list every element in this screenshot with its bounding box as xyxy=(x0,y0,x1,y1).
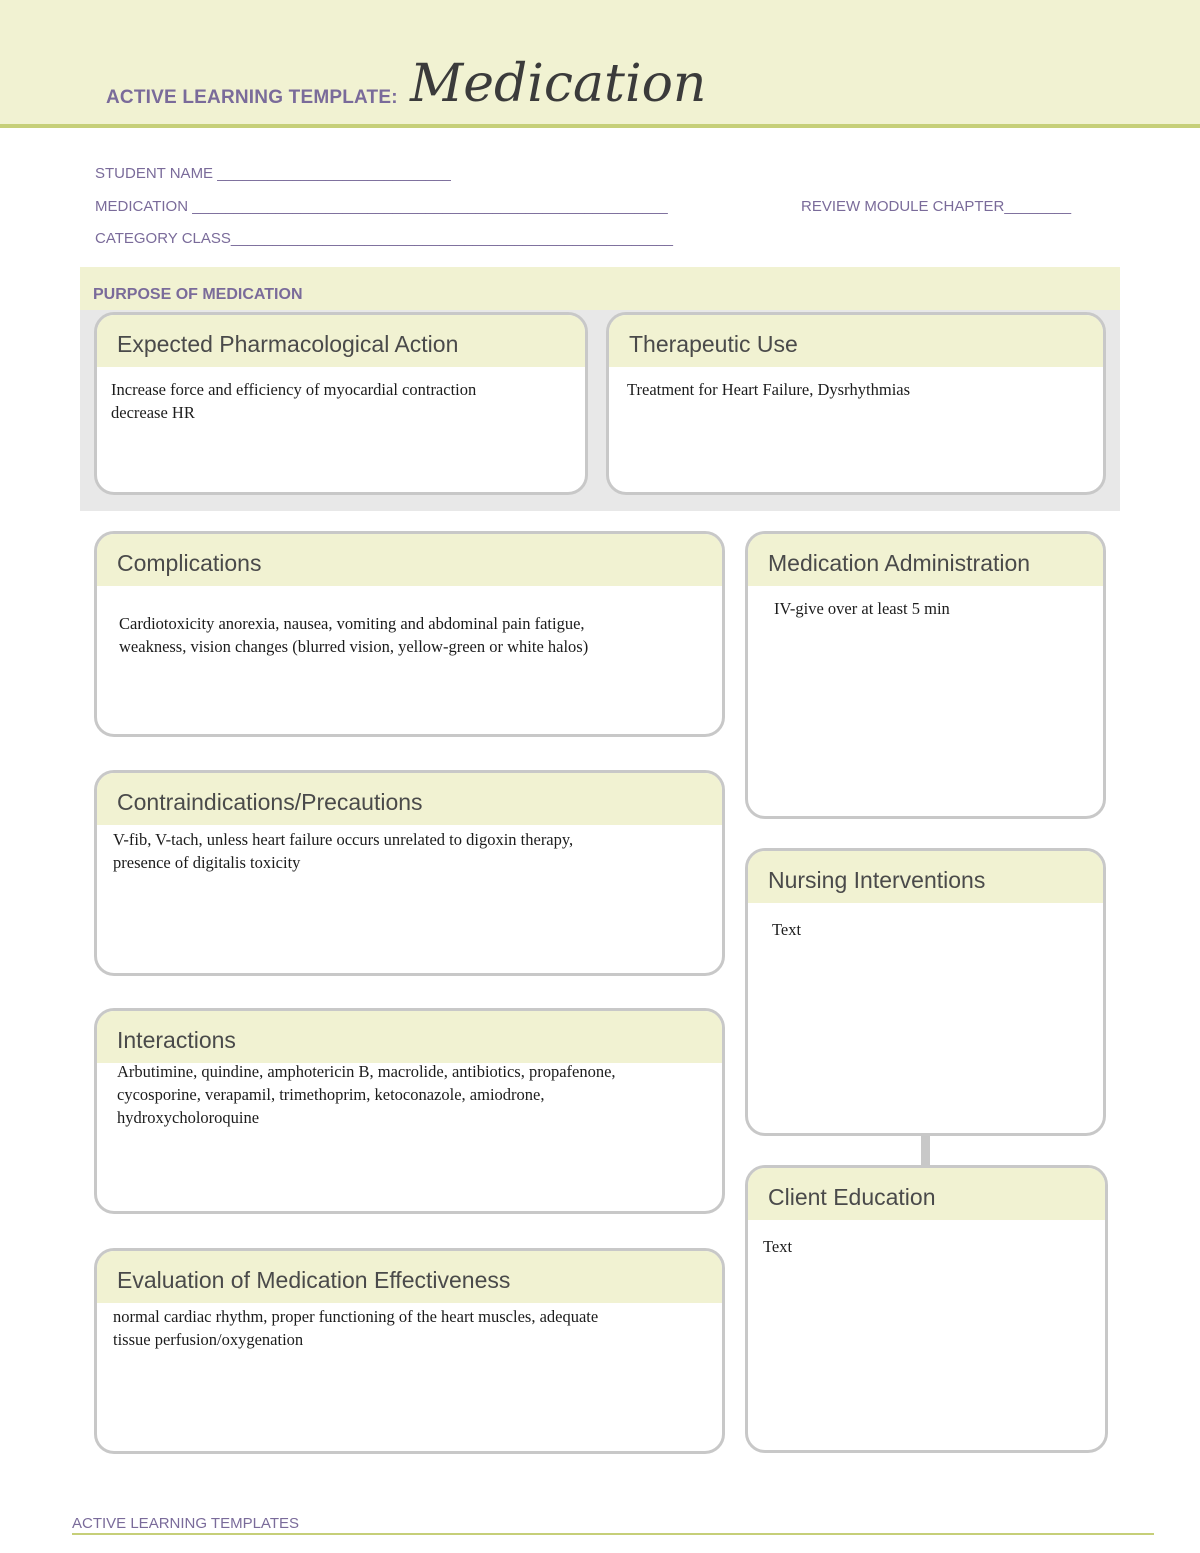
complications-title: Complications xyxy=(97,534,722,586)
header-band xyxy=(0,0,1200,128)
evaluation-title: Evaluation of Medication Effectiveness xyxy=(97,1251,722,1303)
evaluation-box xyxy=(94,1248,725,1454)
purpose-header xyxy=(80,267,1120,310)
complications-text[interactable]: Cardiotoxicity anorexia, nausea, vomiting and abdominal pain fatigue, weakness, vision changes (blurred vision, yellow-green or white halos) xyxy=(119,614,589,656)
client-education-text[interactable]: Text xyxy=(763,1237,793,1256)
therapeutic-use-text[interactable]: Treatment for Heart Failure, Dysrhythmias xyxy=(627,380,911,399)
contraindications-text[interactable]: V-fib, V-tach, unless heart failure occurs unrelated to digoxin therapy, presence of digitalis toxicity xyxy=(113,830,574,872)
purpose-label: PURPOSE OF MEDICATION xyxy=(93,286,303,303)
nursing-interventions-box xyxy=(745,848,1106,1136)
template-label: ACTIVE LEARNING TEMPLATE: xyxy=(106,87,398,108)
client-education-title: Client Education xyxy=(748,1168,1105,1220)
medication-field[interactable]: MEDICATION _________________________________________________________ xyxy=(95,198,668,215)
evaluation-text[interactable]: normal cardiac rhythm, proper functioning of the heart muscles, adequate tissue perfusion/oxygenation xyxy=(113,1307,599,1349)
expected-action-title: Expected Pharmacological Action xyxy=(97,315,585,367)
footer-label: ACTIVE LEARNING TEMPLATES xyxy=(72,1515,299,1532)
expected-action-text[interactable]: Increase force and efficiency of myocardial contraction decrease HR xyxy=(111,380,477,422)
page-title: Medication xyxy=(410,54,707,114)
expected-action-box xyxy=(94,312,588,495)
student-name-field[interactable]: STUDENT NAME ____________________________ xyxy=(95,165,451,182)
contraindications-box xyxy=(94,770,725,976)
medication-administration-title: Medication Administration xyxy=(748,534,1103,586)
footer-divider xyxy=(72,1533,1154,1535)
interactions-box xyxy=(94,1008,725,1214)
box-connector xyxy=(921,1134,930,1166)
interactions-title: Interactions xyxy=(97,1011,722,1063)
client-education-box xyxy=(745,1165,1108,1453)
medication-administration-box xyxy=(745,531,1106,819)
nursing-interventions-title: Nursing Interventions xyxy=(748,851,1103,903)
review-module-field[interactable]: REVIEW MODULE CHAPTER________ xyxy=(801,198,1072,215)
contraindications-title: Contraindications/Precautions xyxy=(97,773,722,825)
medication-administration-text[interactable]: IV-give over at least 5 min xyxy=(774,599,950,618)
therapeutic-use-box xyxy=(606,312,1106,495)
category-class-field[interactable]: CATEGORY CLASS_____________________________________________________ xyxy=(95,230,674,247)
interactions-text[interactable]: Arbutimine, quindine, amphotericin B, macrolide, antibiotics, propafenone, cycosporine, verapamil, trimethoprim, ketoconazole, amiodrone, hydroxycholoroquine xyxy=(117,1062,616,1127)
complications-box xyxy=(94,531,725,737)
nursing-interventions-text[interactable]: Text xyxy=(772,920,802,939)
therapeutic-use-title: Therapeutic Use xyxy=(609,315,1103,367)
